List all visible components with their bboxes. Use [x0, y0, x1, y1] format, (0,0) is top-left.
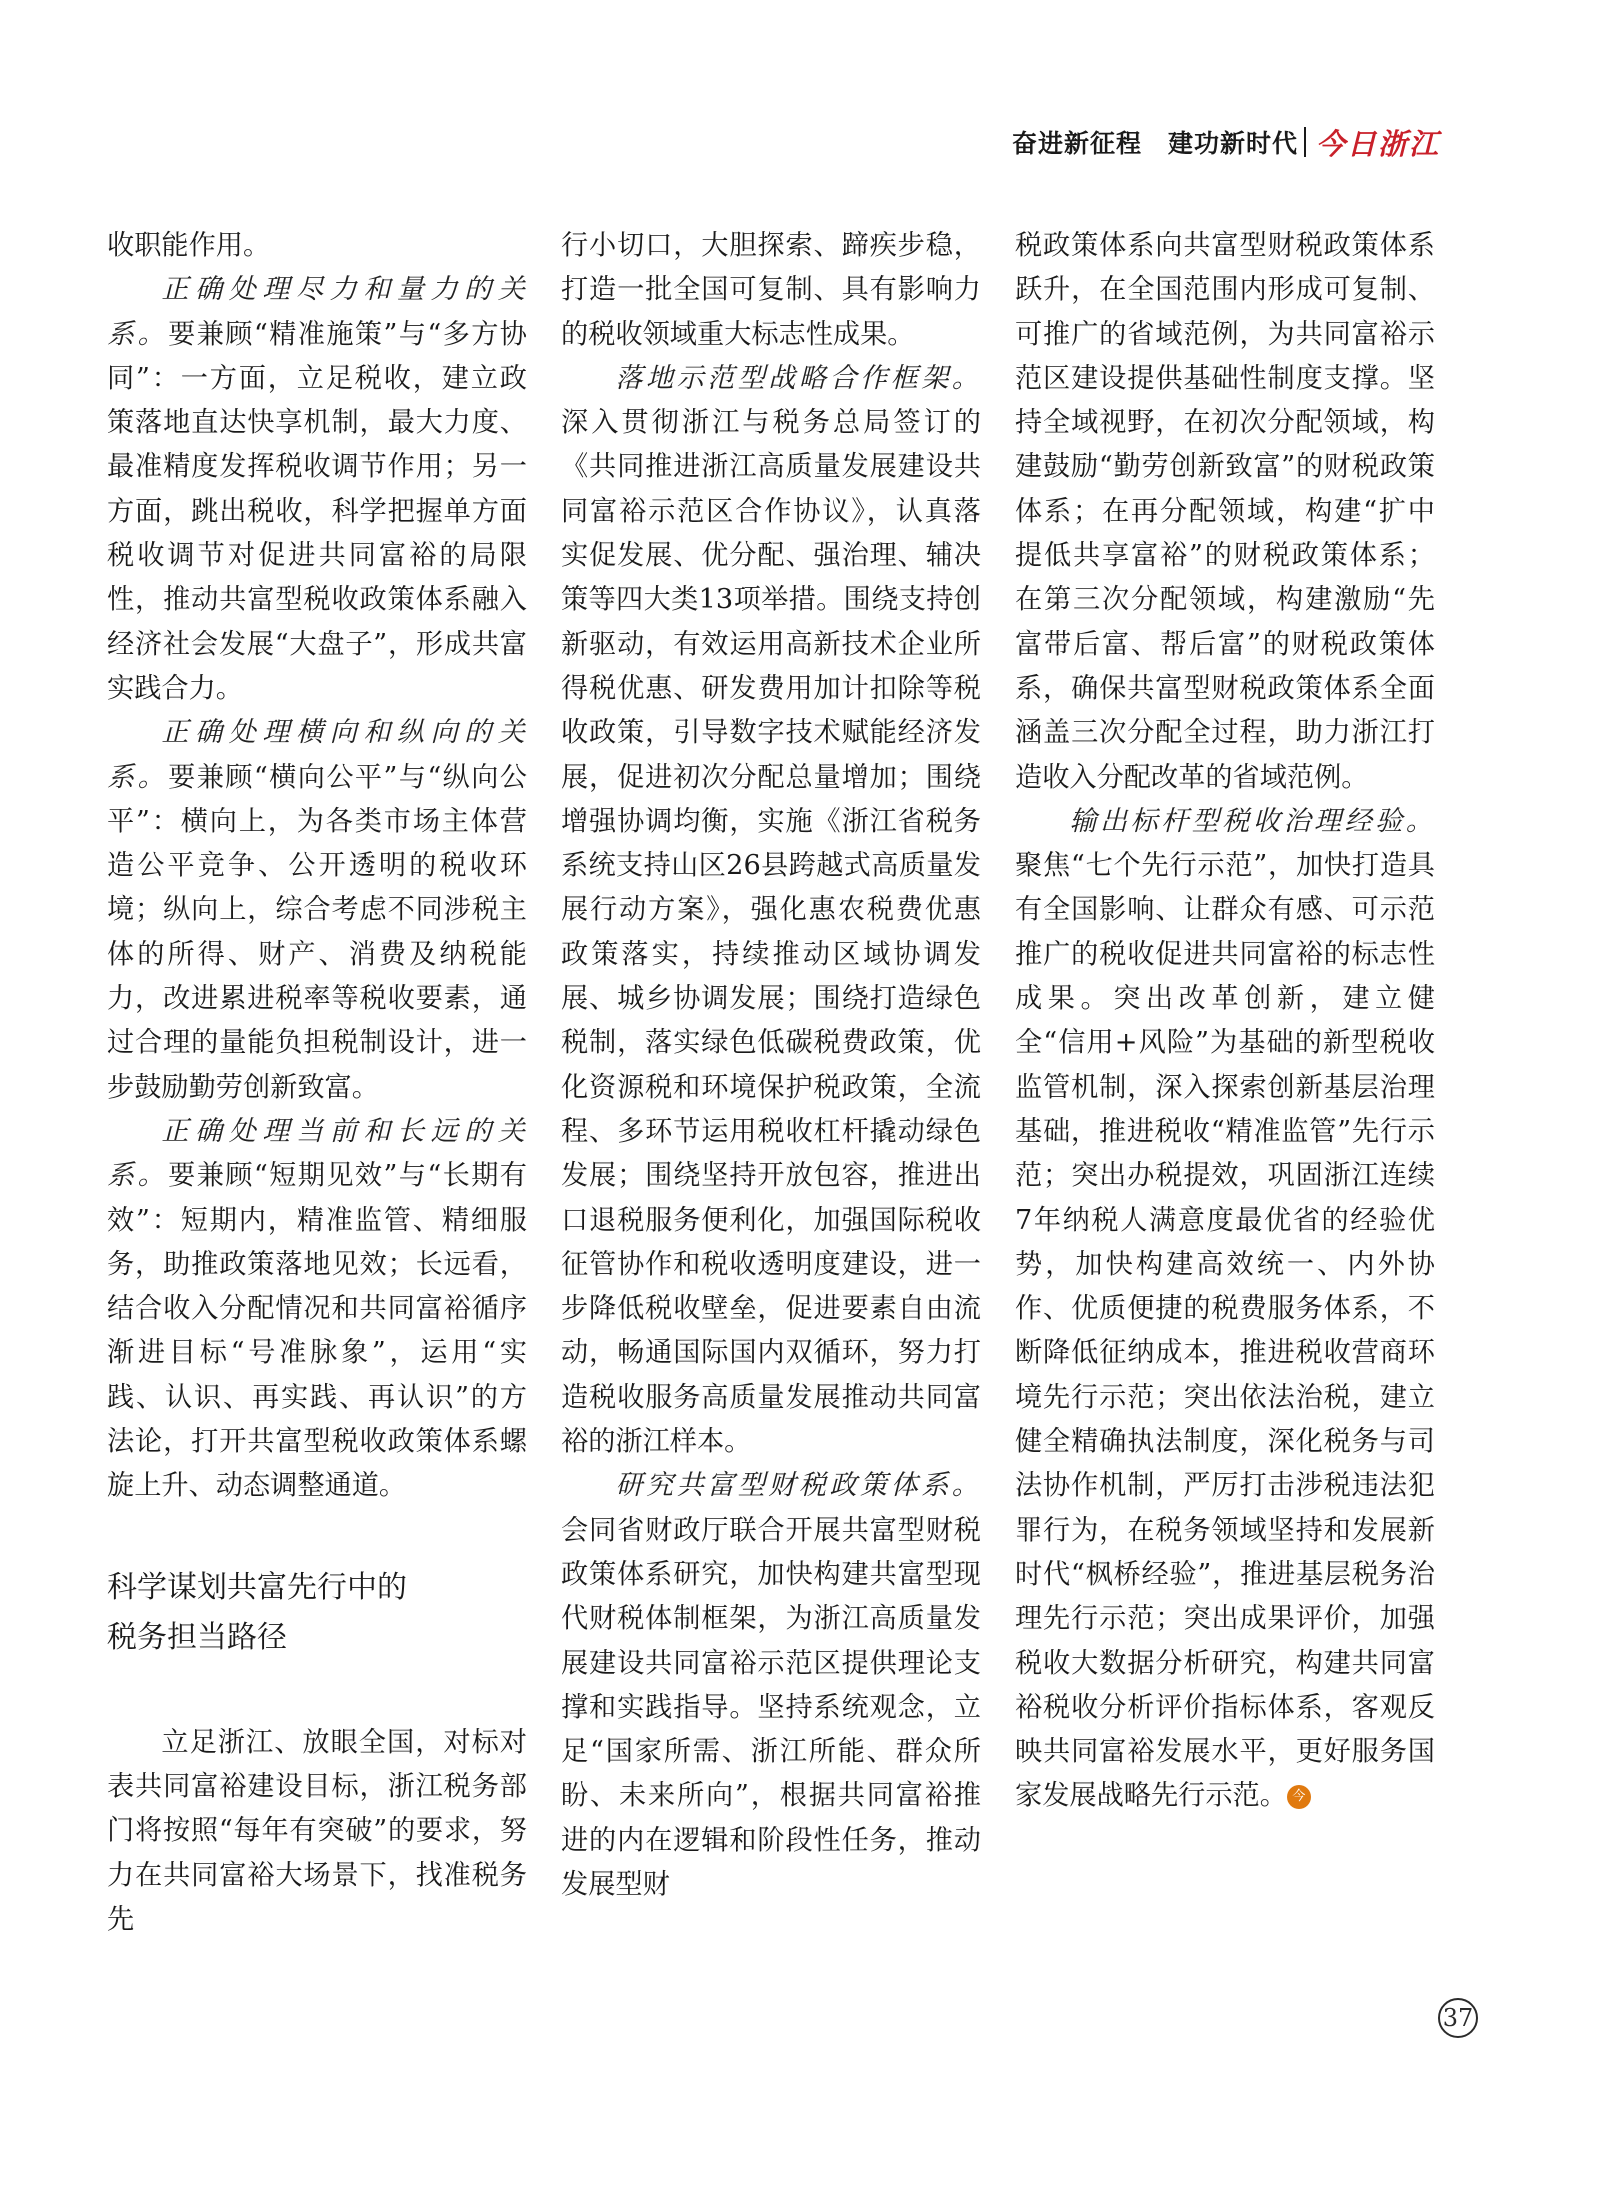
section-heading-line: 科学谋划共富先行中的: [107, 1569, 407, 1605]
paragraph: 行小切口，大胆探索、蹄疾步稳，打造一批全国可复制、具有影响力的税收领域重大标志性成果。: [561, 230, 981, 350]
text-column-3: [1015, 224, 1435, 1819]
paragraph-lead: 正确处理横向和纵向的关系。: [107, 717, 527, 793]
paragraph: 税政策体系向共富型财税政策体系跃升，在全国范围内形成可复制、可推广的省域范例，为共同富裕示范区建设提供基础性制度支撑。坚持全域视野，在初次分配领域，构建鼓励“勤劳创新致富”的财税政策体系；在再分配领域，构建“扩中提低共享富裕”的财税政策体系；在第三次分配领域，构建激励“先富带后富、帮后富”的财税政策体系，确保共富型财税政策体系全面涵盖三次分配全过程，助力浙江打造收入分配改革的省域范例。: [1015, 230, 1435, 793]
paragraph: 收职能作用。: [107, 230, 271, 261]
paragraph: [107, 1110, 527, 1509]
paragraph: [107, 268, 527, 711]
magazine-logo: 今日浙江: [1315, 126, 1440, 161]
paragraph-body: 聚焦“七个先行示范”，加快打造具有全国影响、让群众有感、可示范推广的税收促进共同富裕的标志性成果。突出改革创新，建立健全“信用+风险”为基础的新型税收监管机制，深入探索创新基层治理基础，推进税收“精准监管”先行示范；突出办税提效，巩固浙江连续7年纳税人满意度最优省的经验优势，加快构建高效统一、内外协作、优质便捷的税费服务体系，不断降低征纳成本，推进税收营商环境先行示范；突出依法治税，建立健全精确执法制度，深化税务与司法协作机制，严厉打击涉税违法犯罪行为，在税务领域坚持和发展新时代“枫桥经验”，推进基层税务治理先行示范；突出成果评价，加强税收大数据分析研究，构建共同富裕税收分析评价指标体系，客观反映共同富裕发展水平，更好服务国家发展战略先行示范。: [1015, 850, 1435, 1812]
paragraph-body: 要兼顾“短期见效”与“长期有效”：短期内，精准监管、精细服务，助推政策落地见效；长远看，结合收入分配情况和共同富裕循序渐进目标“号准脉象”，运用“实践、认识、再实践、再认识”的方法论，打开共富型税收政策体系螺旋上升、动态调整通道。: [107, 1160, 527, 1502]
paragraph: [561, 357, 981, 1464]
paragraph-body: 要兼顾“横向公平”与“纵向公平”：横向上，为各类市场主体营造公平竞争、公开透明的税收环境；纵向上，综合考虑不同涉税主体的所得、财产、消费及纳税能力，改进累进税率等税收要素，通过合理的量能负担税制设计，进一步鼓励勤劳创新致富。: [107, 761, 527, 1103]
text-column-1: [107, 224, 527, 1942]
paragraph-body: 深入贯彻浙江与税务总局签订的《共同推进浙江高质量发展建设共同富裕示范区合作协议》，认真落实促发展、优分配、强治理、辅决策等四大类13项举措。围绕支持创新驱动，有效运用高新技术企业所得税优惠、研发费用加计扣除等税收政策，引导数字技术赋能经济发展，促进初次分配总量增加；围绕增强协调均衡，实施《浙江省税务系统支持山区26县跨越式高质量发展行动方案》，强化惠农税费优惠政策落实，持续推动区域协调发展、城乡协调发展；围绕打造绿色税制，落实绿色低碳税费政策，优化资源税和环境保护税政策，全流程、多环节运用税收杠杆撬动绿色发展；围绕坚持开放包容，推进出口退税服务便利化，加强国际税收征管协作和税收透明度建设，进一步降低税收壁垒，促进要素自由流动，畅通国际国内双循环，努力打造税收服务高质量发展推动共同富裕的浙江样本。: [561, 407, 981, 1458]
header-slogan: 奋进新征程 建功新时代: [1011, 129, 1298, 158]
text-column-2: [561, 224, 981, 1907]
paragraph: [561, 1464, 981, 1907]
paragraph-body: 要兼顾“精准施策”与“多方协同”：一方面，立足税收，建立政策落地直达快享机制，最大力度、最准精度发挥税收调节作用；另一方面，跳出税收，科学把握单方面税收调节对促进共同富裕的局限性，推动共富型税收政策体系融入经济社会发展“大盘子”，形成共富实践合力。: [107, 318, 527, 704]
paragraph-lead: 输出标杆型税收治理经验。: [1069, 805, 1435, 837]
paragraph: [1015, 800, 1435, 1819]
page-number: 37: [1438, 1998, 1478, 2038]
header-divider: [1304, 127, 1306, 157]
section-heading-line: 税务担当路径: [107, 1619, 287, 1655]
section-heading: [107, 1563, 527, 1663]
paragraph: 立足浙江、放眼全国，对标对表共同富裕建设目标，浙江税务部门将按照“每年有突破”的要求，努力在共同富裕大场景下，找准税务先: [107, 1726, 527, 1935]
page-header: [1012, 122, 1440, 162]
paragraph-lead: 研究共富型财税政策体系。: [615, 1470, 981, 1502]
paragraph-body: 会同省财政厅联合开展共富型财税政策体系研究，加快构建共富型现代财税体制框架，为浙江高质量发展建设共同富裕示范区提供理论支撑和实践指导。坚持系统观念，立足“国家所需、浙江所能、群众所盼、未来所向”，根据共同富裕推进的内在逻辑和阶段性任务，推动发展型财: [561, 1514, 981, 1900]
article-end-icon: 今: [1287, 1785, 1311, 1809]
paragraph: [107, 711, 527, 1110]
paragraph-lead: 落地示范型战略合作框架。: [615, 362, 981, 394]
paragraph-lead: 正确处理当前和长远的关系。: [107, 1115, 527, 1192]
paragraph-lead: 正确处理尽力和量力的关系。: [107, 274, 527, 350]
